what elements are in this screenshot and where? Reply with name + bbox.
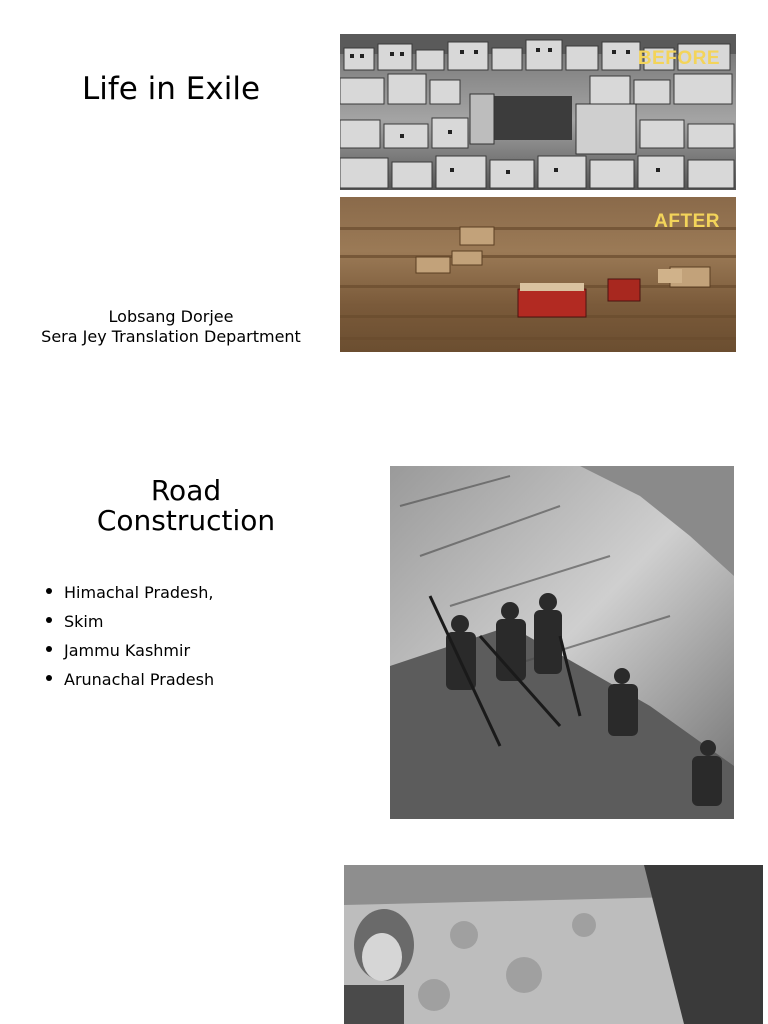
bottom-photo-partial bbox=[344, 865, 763, 1024]
bullet-icon bbox=[46, 617, 52, 623]
before-photo-monastery bbox=[340, 34, 736, 190]
before-label: BEFORE bbox=[637, 48, 720, 69]
list-item bbox=[46, 580, 214, 609]
bullet-icon bbox=[46, 675, 52, 681]
list-item bbox=[46, 609, 214, 638]
author-name: Lobsang Dorjee bbox=[108, 307, 234, 326]
title-line-2: Construction bbox=[96, 504, 276, 537]
slide-title-life-in-exile: Life in Exile bbox=[81, 71, 261, 107]
author-affiliation: Sera Jey Translation Department bbox=[41, 327, 301, 346]
after-photo-ruins bbox=[340, 197, 736, 352]
list-item bbox=[46, 638, 214, 667]
list-item bbox=[46, 667, 214, 696]
road-construction-photo bbox=[390, 466, 734, 819]
bullet-text: Skim bbox=[64, 612, 104, 631]
bullet-icon bbox=[46, 588, 52, 594]
title-line-1: Road bbox=[150, 474, 222, 507]
bullet-text: Arunachal Pradesh bbox=[64, 670, 215, 689]
bullet-text: Himachal Pradesh, bbox=[64, 583, 214, 602]
author-block bbox=[0, 307, 342, 347]
slide-title-road-construction bbox=[40, 476, 332, 536]
bottom-photo-illustration bbox=[344, 865, 763, 1024]
bullet-icon bbox=[46, 646, 52, 652]
region-bullet-list bbox=[46, 580, 214, 696]
after-label: AFTER bbox=[654, 211, 720, 232]
road-workers-illustration bbox=[390, 466, 734, 819]
bullet-text: Jammu Kashmir bbox=[64, 641, 191, 660]
